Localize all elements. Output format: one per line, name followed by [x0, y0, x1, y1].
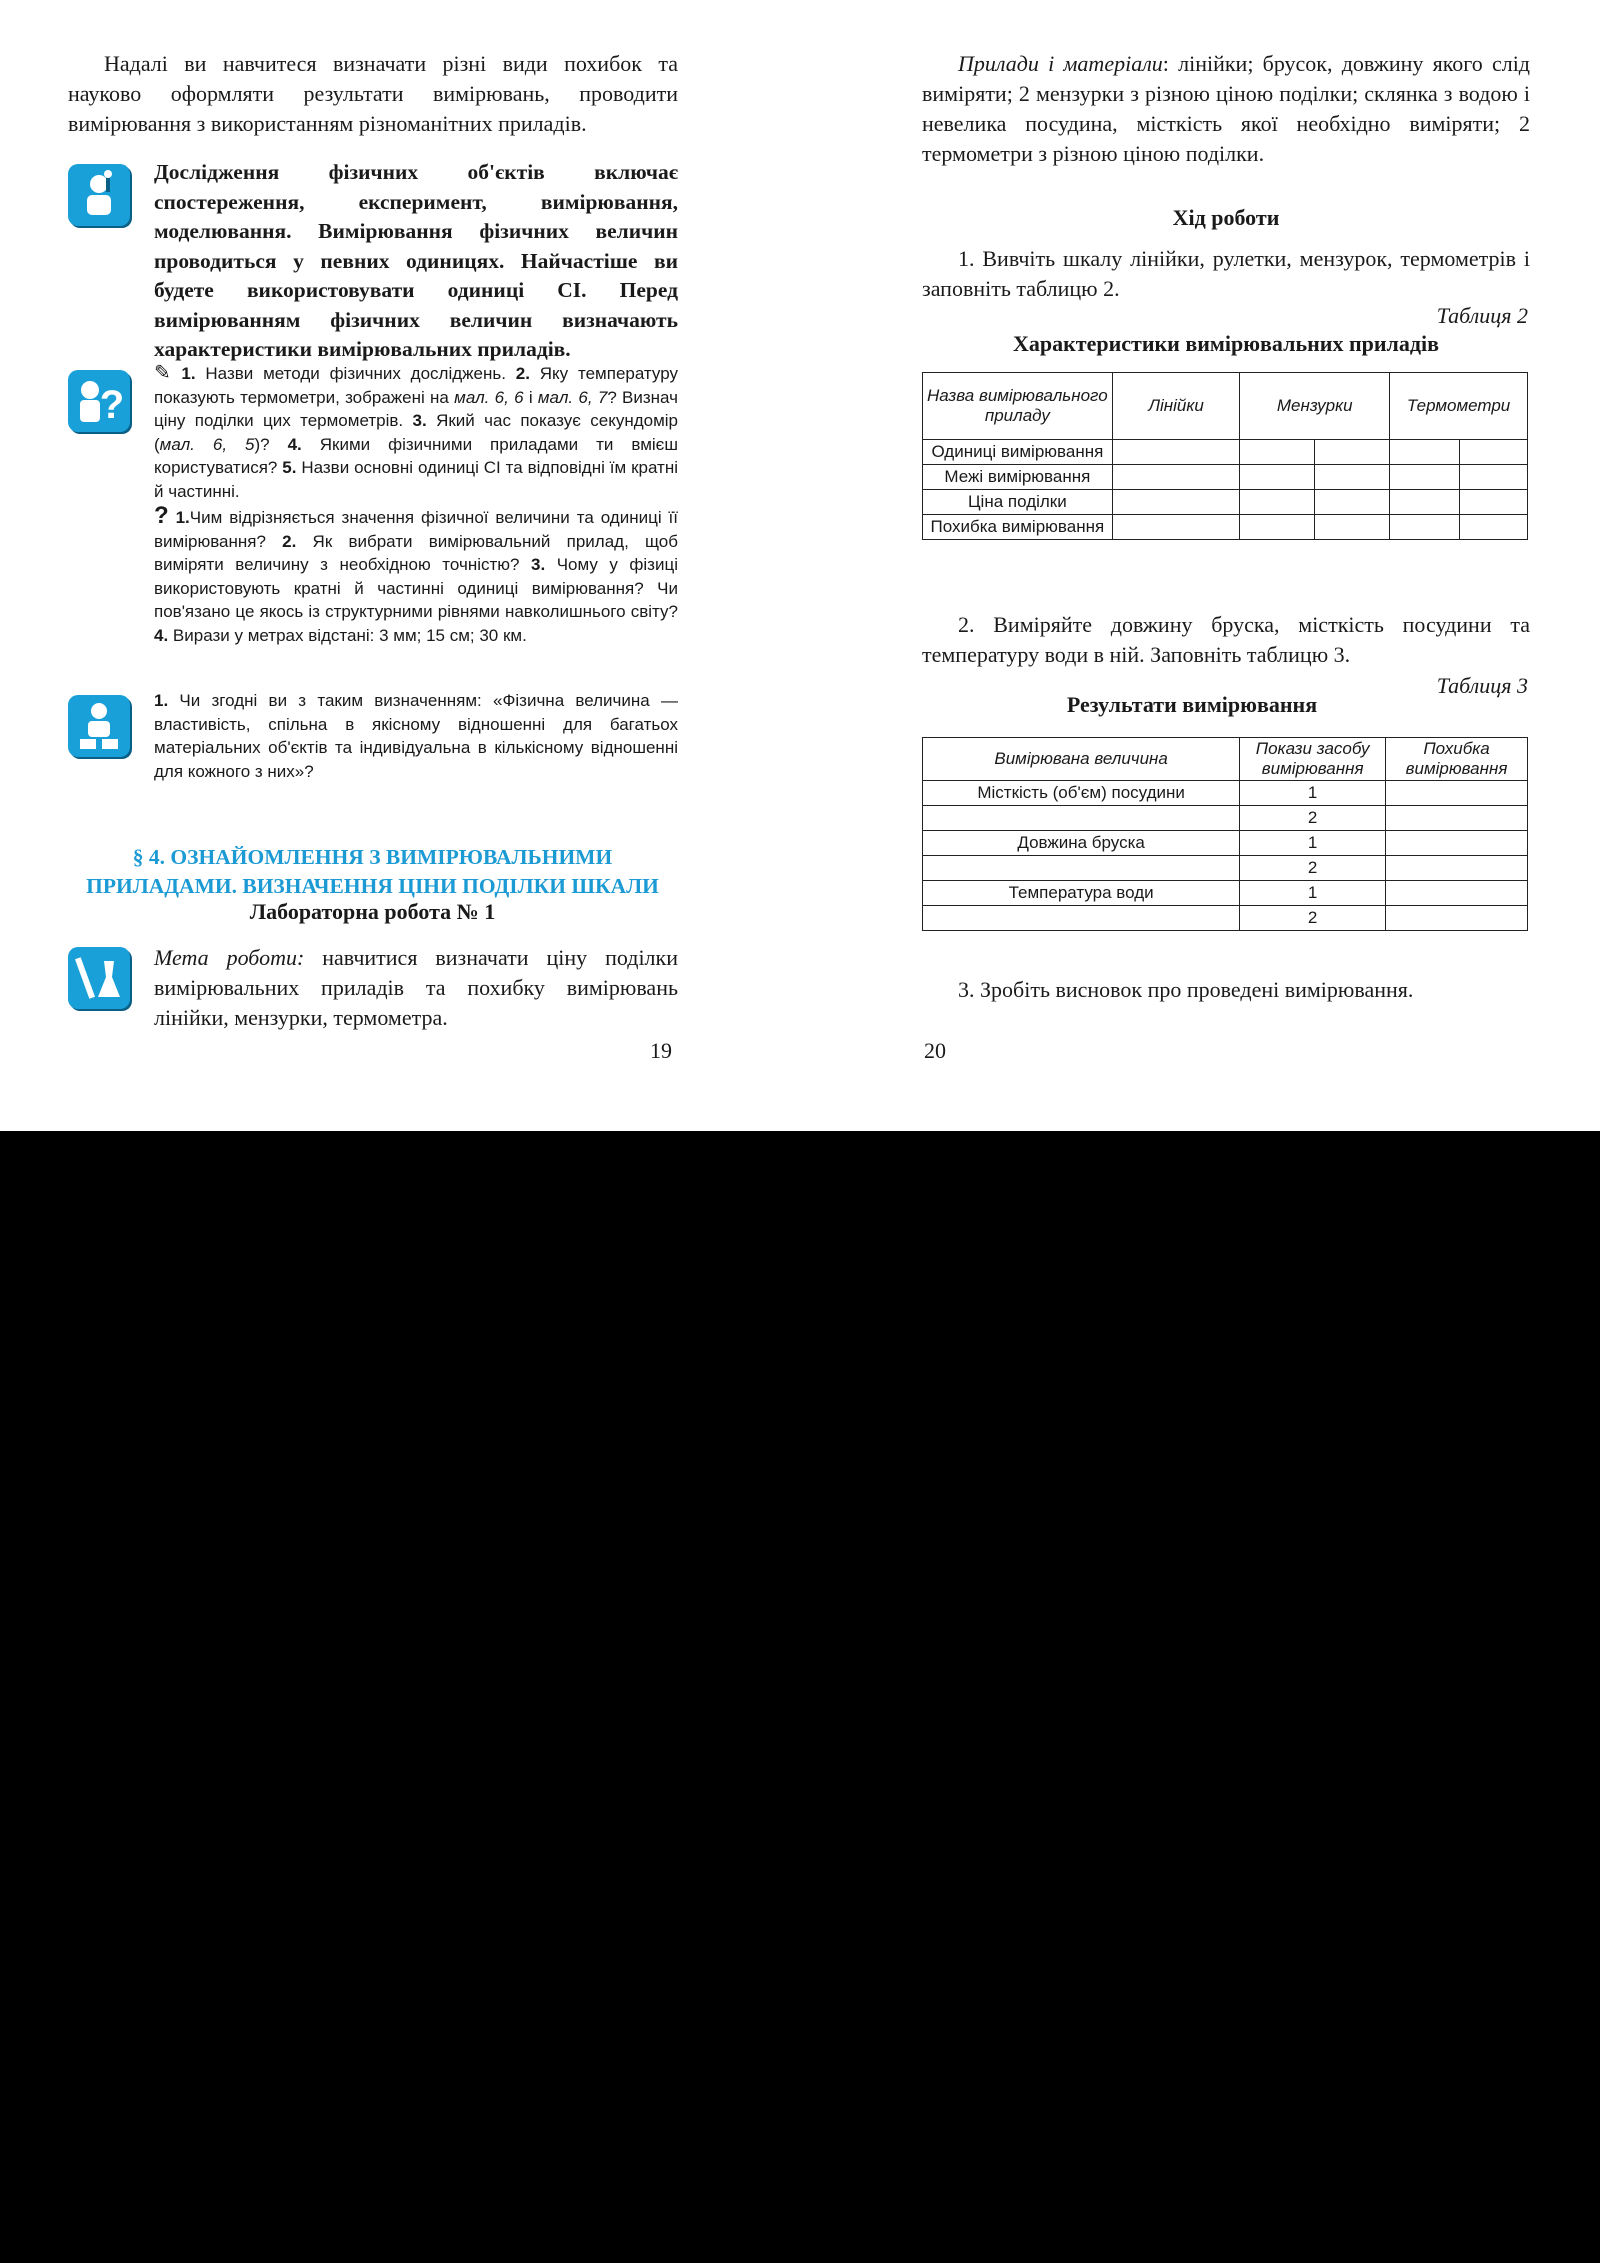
left-page: [0, 0, 800, 1131]
table-cell: 2: [1240, 906, 1386, 931]
table-cell: Температура води: [923, 881, 1240, 906]
page-number-left: 19: [650, 1038, 672, 1063]
table-row: [923, 440, 1528, 465]
step-3: 3. Зробіть висновок про проведені вимірювання.: [958, 977, 1414, 1002]
table2-label: Таблиця 2: [1436, 303, 1528, 328]
table-row: [923, 856, 1528, 881]
table-row: [923, 490, 1528, 515]
questions-list-b: ? 1.Чим відрізняється значення фізичної величини та одиниці її вимірювання? 2. Як вибрати вимірювальний прилад, щоб виміряти величину з необхідною точністю? 3. Чому у фізиці використовують кратні й частинні одиниці вимірювання? Чи пов'язано це якось із структурними рівнями навколишнього світу? 4. Вирази у метрах відстані: 3 мм; 15 см; 30 км.: [154, 502, 678, 645]
table-header: Мензурки: [1240, 373, 1390, 440]
table-row: [923, 465, 1528, 490]
lab-tools-icon: [68, 947, 130, 1009]
table-cell: Одиниці вимірювання: [923, 440, 1113, 465]
table-cell: 1: [1240, 881, 1386, 906]
step-1: 1. Вивчіть шкалу лінійки, рулетки, мензурок, термометрів і заповніть таблицю 2.: [922, 246, 1530, 301]
table-cell: 2: [1240, 856, 1386, 881]
table-row: [923, 906, 1528, 931]
procedure-title: Хід роботи: [1172, 205, 1280, 230]
table-cell: [923, 856, 1240, 881]
table-cell: Межі вимірювання: [923, 465, 1113, 490]
lab-title: Лабораторна робота № 1: [249, 899, 496, 924]
table-header: Термометри: [1390, 373, 1528, 440]
table-cell: Місткість (об'єм) посудини: [923, 781, 1240, 806]
table-row: [923, 781, 1528, 806]
table-row: [923, 806, 1528, 831]
exercise-text: 1. Чи згодні ви з таким визначенням: «Фізична величина — властивість, спільна в якісному відношенні для багатьох матеріальних об'єктів та індивідуальна в кількісному відношенні для кожного з них»?: [154, 691, 678, 781]
table-header: Покази засобу вимірювання: [1240, 738, 1386, 781]
table2-title: Характеристики вимірювальних приладів: [1012, 331, 1440, 356]
exercise-block: [68, 689, 678, 799]
table-row: [923, 881, 1528, 906]
table-cell: [923, 806, 1240, 831]
instruments-table: [922, 372, 1528, 540]
table-header: Похибка вимірювання: [1386, 738, 1528, 781]
table-header: Назва вимірювального приладу: [923, 373, 1113, 440]
table-cell: Ціна поділки: [923, 490, 1113, 515]
section-title: § 4. ОЗНАЙОМЛЕННЯ З ВИМІРЮВАЛЬНИМИ ПРИЛАДАМИ. ВИЗНАЧЕННЯ ЦІНИ ПОДІЛКИ ШКАЛИ: [86, 845, 659, 898]
table-row: [923, 373, 1528, 440]
table-row: [923, 738, 1528, 781]
pencil-icon: ✎: [154, 362, 182, 384]
page-number-right: 20: [924, 1038, 946, 1063]
intro-paragraph: Надалі ви навчитеся визначати різні види похибок та науково оформляти результати вимірювань, проводити вимірювання з використанням різноманітних приладів.: [68, 51, 678, 136]
table-header: Вимірювана величина: [923, 738, 1240, 781]
step-2: 2. Виміряйте довжину бруска, місткість посудини та температуру води в ній. Заповніть таблицю 3.: [922, 612, 1530, 667]
questions-block: [68, 362, 678, 672]
table-row: [923, 515, 1528, 540]
scientist-icon: [68, 164, 130, 226]
table-header: Лінійки: [1112, 373, 1240, 440]
results-table: [922, 737, 1528, 931]
goal-text: Мета роботи: навчитися визначати ціну поділки вимірювальних приладів та похибку вимірювань лінійки, мензурки, термометра.: [154, 945, 678, 1030]
table-cell: 1: [1240, 831, 1386, 856]
questions-list-a: ✎ 1. Назви методи фізичних досліджень. 2. Яку температуру показують термометри, зображені на мал. 6, 6 і мал. 6, 7? Визнач ціну поділки цих термометрів. 3. Який час показує секундомір (мал. 6, 5)? 4. Якими фізичними приладами ти вмієш користуватися? 5. Назви основні одиниці СІ та відповідні їм кратні й частинні.: [154, 362, 679, 501]
definition-block: [68, 158, 678, 361]
table-cell: 1: [1240, 781, 1386, 806]
book-spread: [0, 0, 1600, 1131]
table-cell: 2: [1240, 806, 1386, 831]
figure-icon: [68, 695, 130, 757]
materials-paragraph: Прилади і матеріали: лінійки; брусок, довжину якого слід виміряти; 2 мензурки з різною ціною поділки; склянка з водою і невелика посудина, місткість якої необхідно виміряти; 2 термометри з різною ціною поділки.: [922, 51, 1531, 166]
table-row: [923, 831, 1528, 856]
table-cell: Похибка вимірювання: [923, 515, 1113, 540]
table-cell: Довжина бруска: [923, 831, 1240, 856]
goal-block: [68, 943, 678, 1033]
right-page: [800, 0, 1600, 1131]
table3-label: Таблиця 3: [1436, 673, 1528, 698]
svg-text:?: ?: [99, 383, 125, 427]
table3-title: Результати вимірювання: [1066, 692, 1318, 717]
question-mark-icon: [68, 370, 130, 432]
table-cell: [923, 906, 1240, 931]
definition-text: Дослідження фізичних об'єктів включає спостереження, експеримент, вимірювання, моделювання. Вимірювання фізичних величин проводиться у певних одиницях. Найчастіше ви будете використовувати одиниці СІ. Перед вимірюванням фізичних величин визначають характеристики вимірювальних приладів.: [154, 160, 678, 361]
question-mark: ?: [154, 502, 169, 529]
